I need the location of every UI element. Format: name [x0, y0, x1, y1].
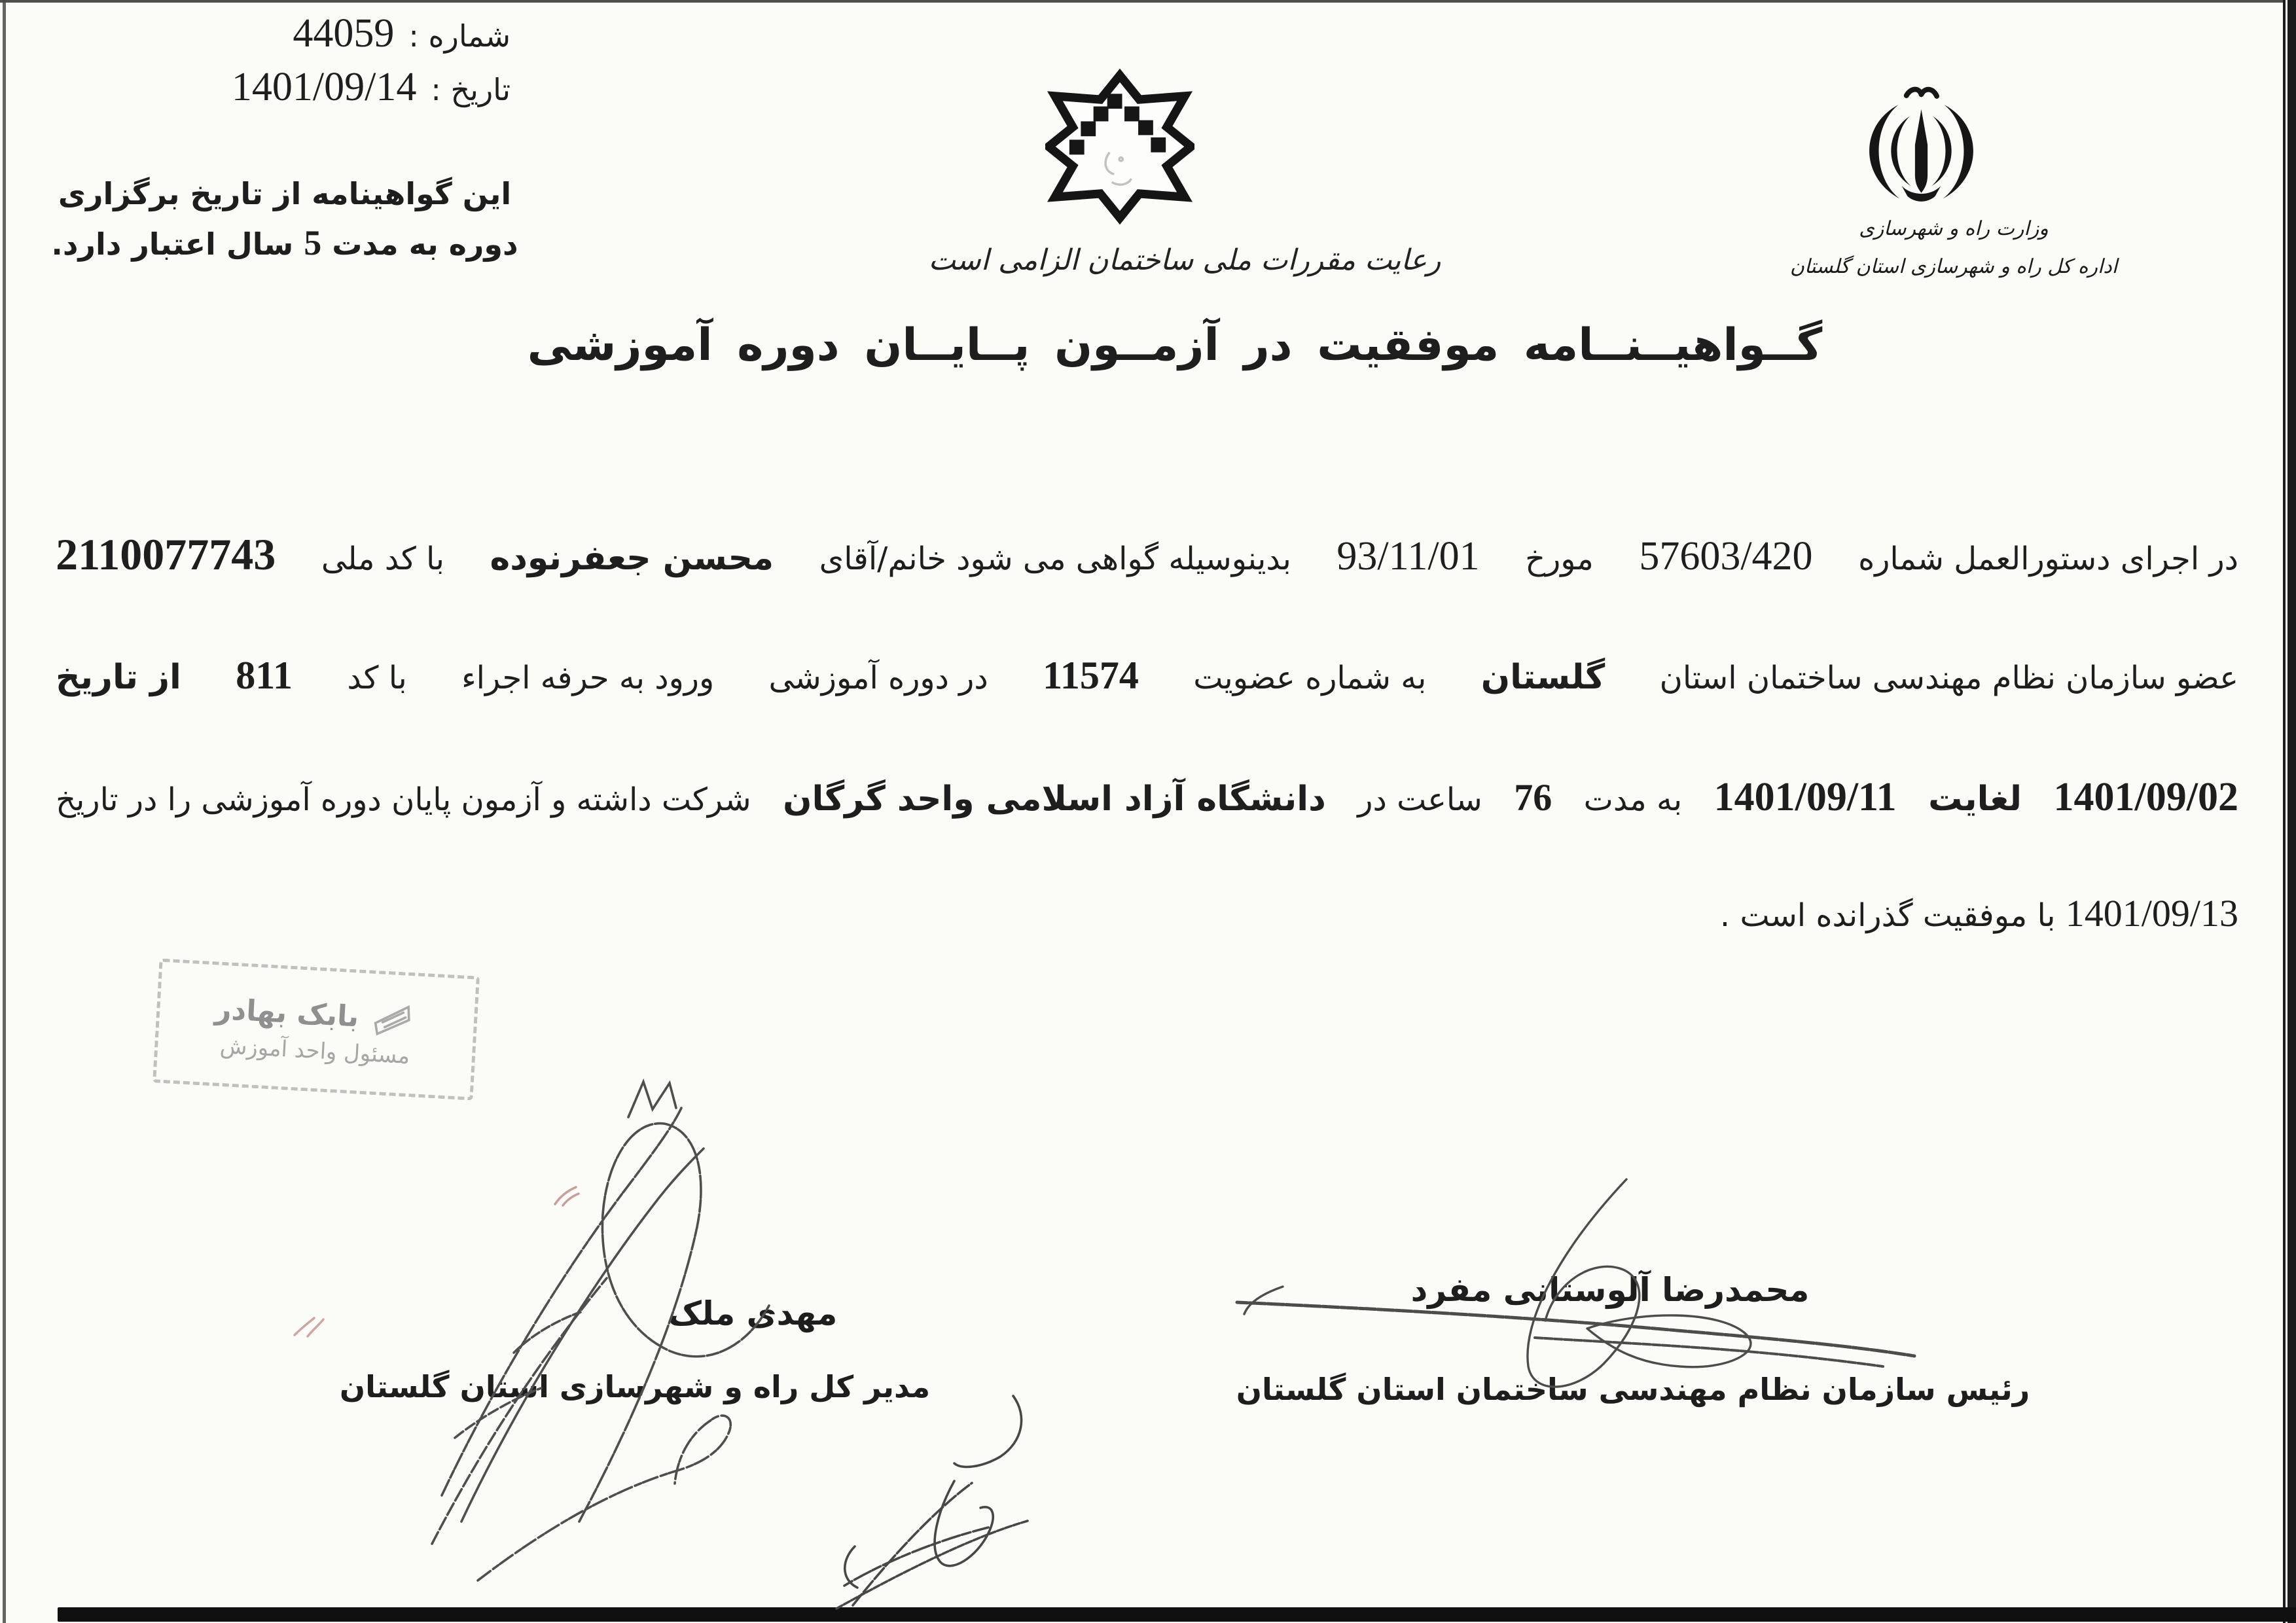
body-line-4: [56, 891, 2238, 935]
right-signatory-title: رئیس سازمان نظام مهندسی ساختمان استان گلستان: [1236, 1372, 2030, 1407]
course-date-from: 1401/09/02: [2053, 775, 2238, 819]
stamp-line2: مسئول واحد آموزش: [219, 1032, 411, 1070]
national-id: 2110077743: [56, 529, 276, 579]
ministry-line2: اداره کل راه و شهرسازی استان گلستان: [1789, 255, 2118, 278]
body-line-3: [56, 774, 2238, 821]
validity-line2-prefix: دوره به مدت: [332, 226, 518, 262]
stamp-scribble-icon: [369, 998, 420, 1040]
red-pen-mark-icon: [291, 1310, 327, 1340]
date-value: 1401/09/14: [231, 65, 417, 109]
body2-t2: به شماره عضویت: [1193, 660, 1427, 696]
course-date-to: 1401/09/11: [1713, 775, 1897, 819]
certificate-date-row: [209, 64, 511, 111]
course-name: ورود به حرفه اجراء: [461, 660, 715, 696]
validity-years: 5: [304, 223, 322, 262]
directive-date: 93/11/01: [1336, 534, 1480, 579]
left-signatory-title: مدیر کل راه و شهرسازی استان گلستان: [339, 1369, 931, 1404]
iran-emblem-icon: [1854, 82, 1988, 219]
body1-t2: مورخ: [1525, 541, 1594, 577]
stamp-line1: بابک بهادر: [214, 991, 360, 1034]
number-value: 44059: [293, 11, 395, 56]
course-hours: 76: [1514, 776, 1552, 819]
right-signatory-name: محمدرضا آلوستانی مفرد: [1410, 1271, 1810, 1309]
scan-border-top: [0, 0, 2296, 3]
body3-t1: لغایت: [1928, 779, 2022, 819]
body-line-2: [56, 653, 2238, 698]
body3-t2: به مدت: [1583, 781, 1683, 818]
certificate-number-row: [209, 10, 511, 57]
course-code: 811: [236, 654, 293, 697]
body2-t4: با کد: [347, 660, 407, 696]
body2-t3: در دوره آموزشی: [768, 660, 988, 696]
number-label: شماره :: [408, 18, 511, 54]
exam-date: 1401/09/13: [2065, 892, 2238, 935]
date-label: تاریخ :: [431, 72, 511, 107]
validity-line2: [49, 217, 520, 270]
scan-border-right: [2283, 0, 2296, 1623]
left-signatory-name: مهدی ملک: [668, 1294, 838, 1332]
scan-border-bottom: [58, 1607, 2296, 1622]
ministry-line1: وزارت راه و شهرسازی: [1859, 217, 2049, 240]
scan-border-right-stripe: [2286, 0, 2287, 1623]
signature-bottom-center-icon: [817, 1380, 1043, 1615]
training-unit-stamp: [152, 958, 480, 1100]
body1-t3: بدینوسیله گواهی می شود خانم/آقای: [819, 541, 1291, 577]
seal-motto: رعایت مقررات ملی ساختمان الزامی است: [928, 243, 1441, 277]
signature-left-icon: [416, 1070, 795, 1600]
membership-number: 11574: [1043, 654, 1139, 697]
body1-t1: در اجرای دستورالعمل شماره: [1858, 541, 2238, 577]
national-building-regulations-seal-icon: [1045, 64, 1194, 229]
validity-line1: این گواهینامه از تاریخ برگزاری: [58, 176, 512, 211]
stamp-name-row: [214, 989, 420, 1039]
province-name: گلستان: [1480, 658, 1605, 697]
red-pen-mark-icon: [550, 1182, 583, 1211]
venue-name: دانشگاه آزاد اسلامی واحد گرگان: [783, 779, 1326, 819]
directive-number: 57603/420: [1639, 534, 1813, 579]
body4-t1: با موفقیت گذرانده است .: [1719, 897, 2056, 934]
scan-border-left: [3, 0, 6, 1623]
body3-t4: شرکت داشته و آزمون پایان دوره آموزشی را در تاریخ: [56, 781, 751, 818]
person-name: محسن جعفرنوده: [490, 539, 774, 578]
body3-t3: ساعت در: [1357, 781, 1482, 818]
validity-line2-suffix: سال اعتبار دارد.: [51, 226, 294, 262]
certificate-title: گــواهیــنــامه موفقیت در آزمــون پــایــان دوره آموزشی: [527, 319, 1823, 371]
body-line-1: [56, 529, 2238, 580]
body1-t4: با کد ملی: [321, 541, 444, 577]
body2-t5: از تاریخ: [56, 658, 181, 697]
validity-note: [49, 171, 520, 270]
body2-t1: عضو سازمان نظام مهندسی ساختمان استان: [1659, 660, 2238, 696]
